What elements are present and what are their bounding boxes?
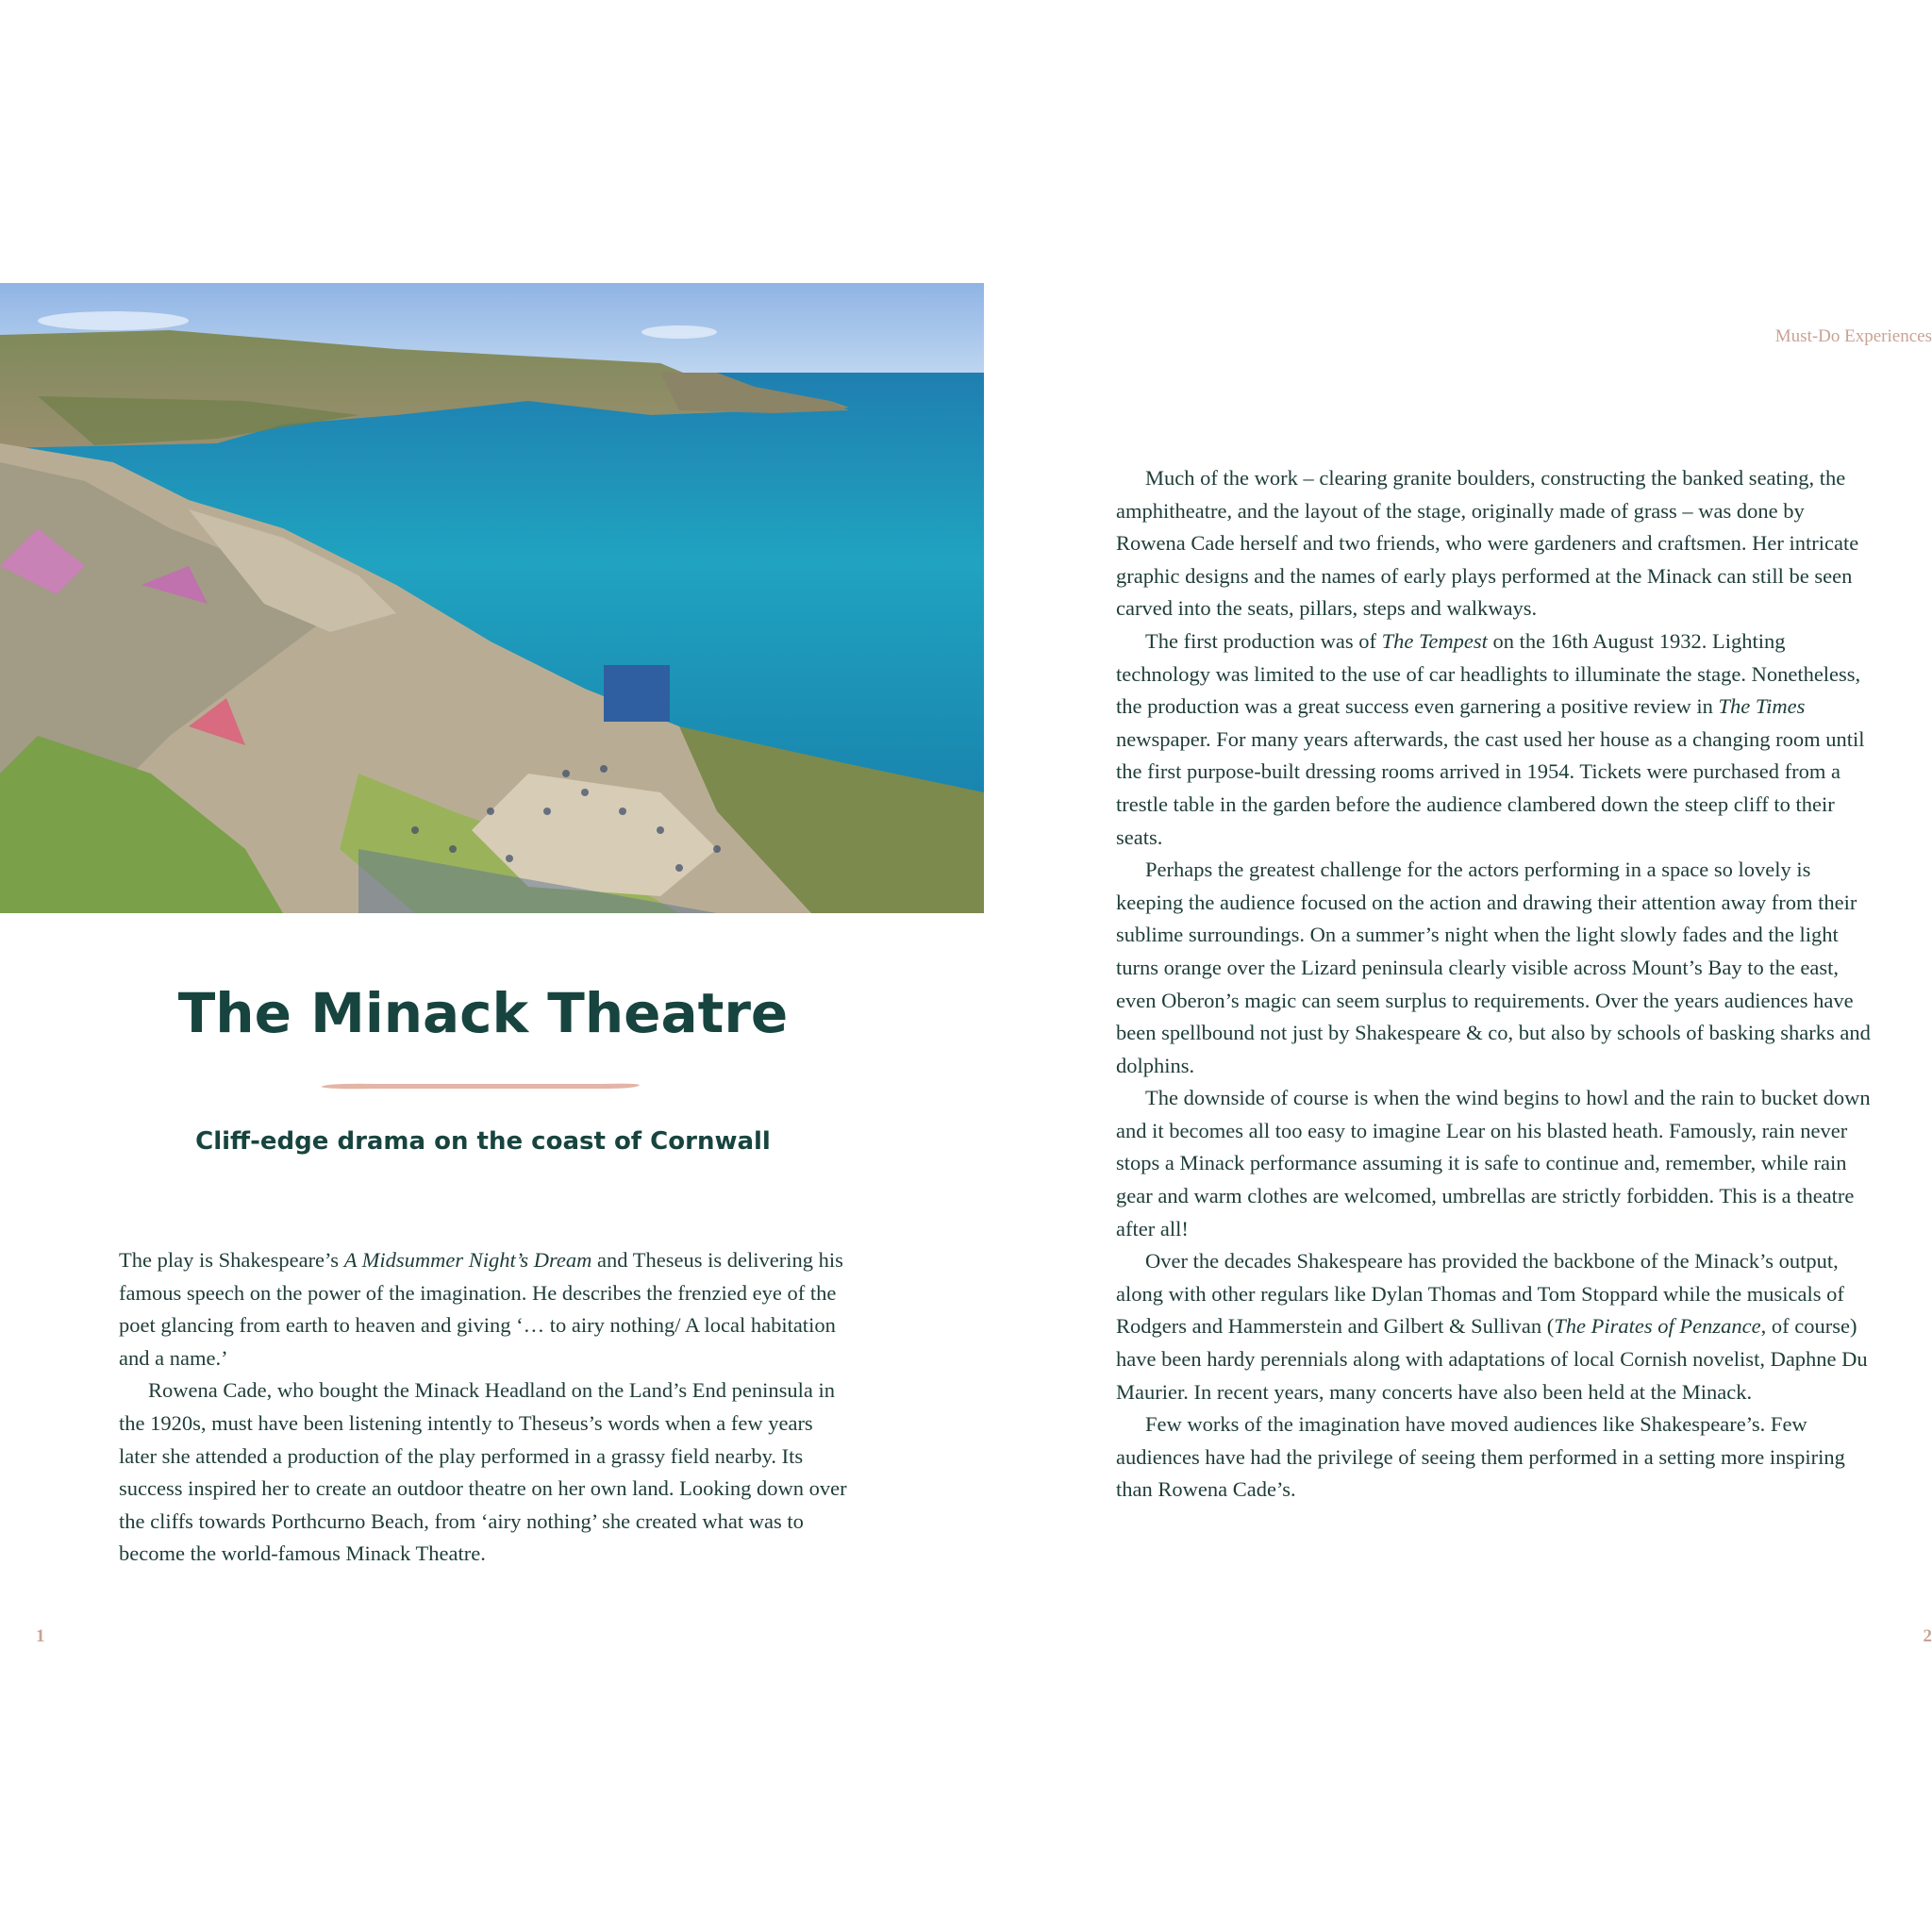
left-paragraph-2: Rowena Cade, who bought the Minack Headland on the Land’s End peninsula in the 1920s, must have been listening intently to Theseus’s words when a few years later she attended a production of the play performed in a grassy field nearby. Its success inspired her to create an outdoor theatre on her own land. Looking down over the cliffs towards Porthcurno Beach, from ‘airy nothing’ she created what was to become the world-famous Minack Theatre. — [119, 1378, 847, 1566]
right-body-text — [1116, 462, 1871, 1507]
right-paragraph-3: Perhaps the greatest challenge for the actors performing in a space so lovely is keeping the audience focused on the action and drawing their attention away from their sublime surroundings. On a summer’s night when the light slowly fades and the light turns orange over the Lizard peninsula clearly visible across Mount’s Bay to the east, even Oberon’s magic can seem surplus to requirements. Over the years audiences have been spellbound not just by Shakespeare & co, but also by schools of basking sharks and dolphins. — [1116, 858, 1871, 1077]
right-page — [966, 0, 1932, 1932]
right-paragraph-6: Few works of the imagination have moved audiences like Shakespeare’s. Few audiences have had the privilege of seeing them performed in a setting more inspiring than Rowena Cade’s. — [1116, 1412, 1845, 1502]
left-paragraph-1: The play is Shakespeare’s A Midsummer Night’s Dream and Theseus is delivering his famous speech on the power of the imagination. He describes the frenzied eye of the poet glancing from earth to heaven and giving ‘… to airy nothing/ A local habitation and a name.’ — [119, 1248, 843, 1370]
right-paragraph-4: The downside of course is when the wind begins to howl and the rain to bucket down and it becomes all too easy to imagine Lear on his blasted heath. Famously, rain never stops a Minack performance assuming it is safe to continue and, remember, while rain gear and warm clothes are welcomed, umbrellas are strictly forbidden. This is a theatre after all! — [1116, 1086, 1871, 1241]
running-head: Must-Do Experiences — [1774, 326, 1932, 346]
page-number-left: 1 — [36, 1626, 45, 1646]
right-paragraph-5: Over the decades Shakespeare has provided the backbone of the Minack’s output, along with other regulars like Dylan Thomas and Tom Stoppard while the musicals of Rodgers and Hammerstein and Gilbert & Sullivan (The Pirates of Penzance, of course) have been hardy perennials along with adaptations of local Cornish novelist, Daphne Du Maurier. In recent years, many concerts have also been held at the Minack. — [1116, 1249, 1868, 1404]
right-paragraph-2: The first production was of The Tempest on the 16th August 1932. Lighting technology was limited to the use of car headlights to illuminate the stage. Nonetheless, the production was a great success even garnering a positive review in The Times newspaper. For many years afterwards, the cast used her house as a changing room until the first purpose-built dressing rooms arrived in 1954. Tickets were purchased from a trestle table in the garden before the audience clambered down the steep cliff to their seats. — [1116, 628, 1865, 849]
newspaper-title: The Times — [1718, 694, 1806, 719]
minack-theatre-photo — [0, 283, 984, 913]
article-subtitle: Cliff-edge drama on the coast of Cornwall — [195, 1127, 771, 1156]
operetta-title: The Pirates of Penzance — [1554, 1314, 1761, 1339]
play-title: A Midsummer Night’s Dream — [343, 1248, 592, 1272]
right-paragraph-1: Much of the work – clearing granite boulders, constructing the banked seating, the amphitheatre, and the layout of the stage, originally made of grass – was done by Rowena Cade herself and two friends, who were gardeners and craftsmen. Her intricate graphic designs and the names of early plays performed at the Minack can still be seen carved into the seats, pillars, steps and walkways. — [1116, 466, 1859, 621]
play-title: The Tempest — [1381, 628, 1488, 653]
title-underline — [319, 1080, 641, 1091]
article-title: The Minack Theatre — [177, 981, 789, 1045]
page-number-right: 2 — [1923, 1626, 1932, 1646]
left-body-text — [119, 1244, 855, 1571]
